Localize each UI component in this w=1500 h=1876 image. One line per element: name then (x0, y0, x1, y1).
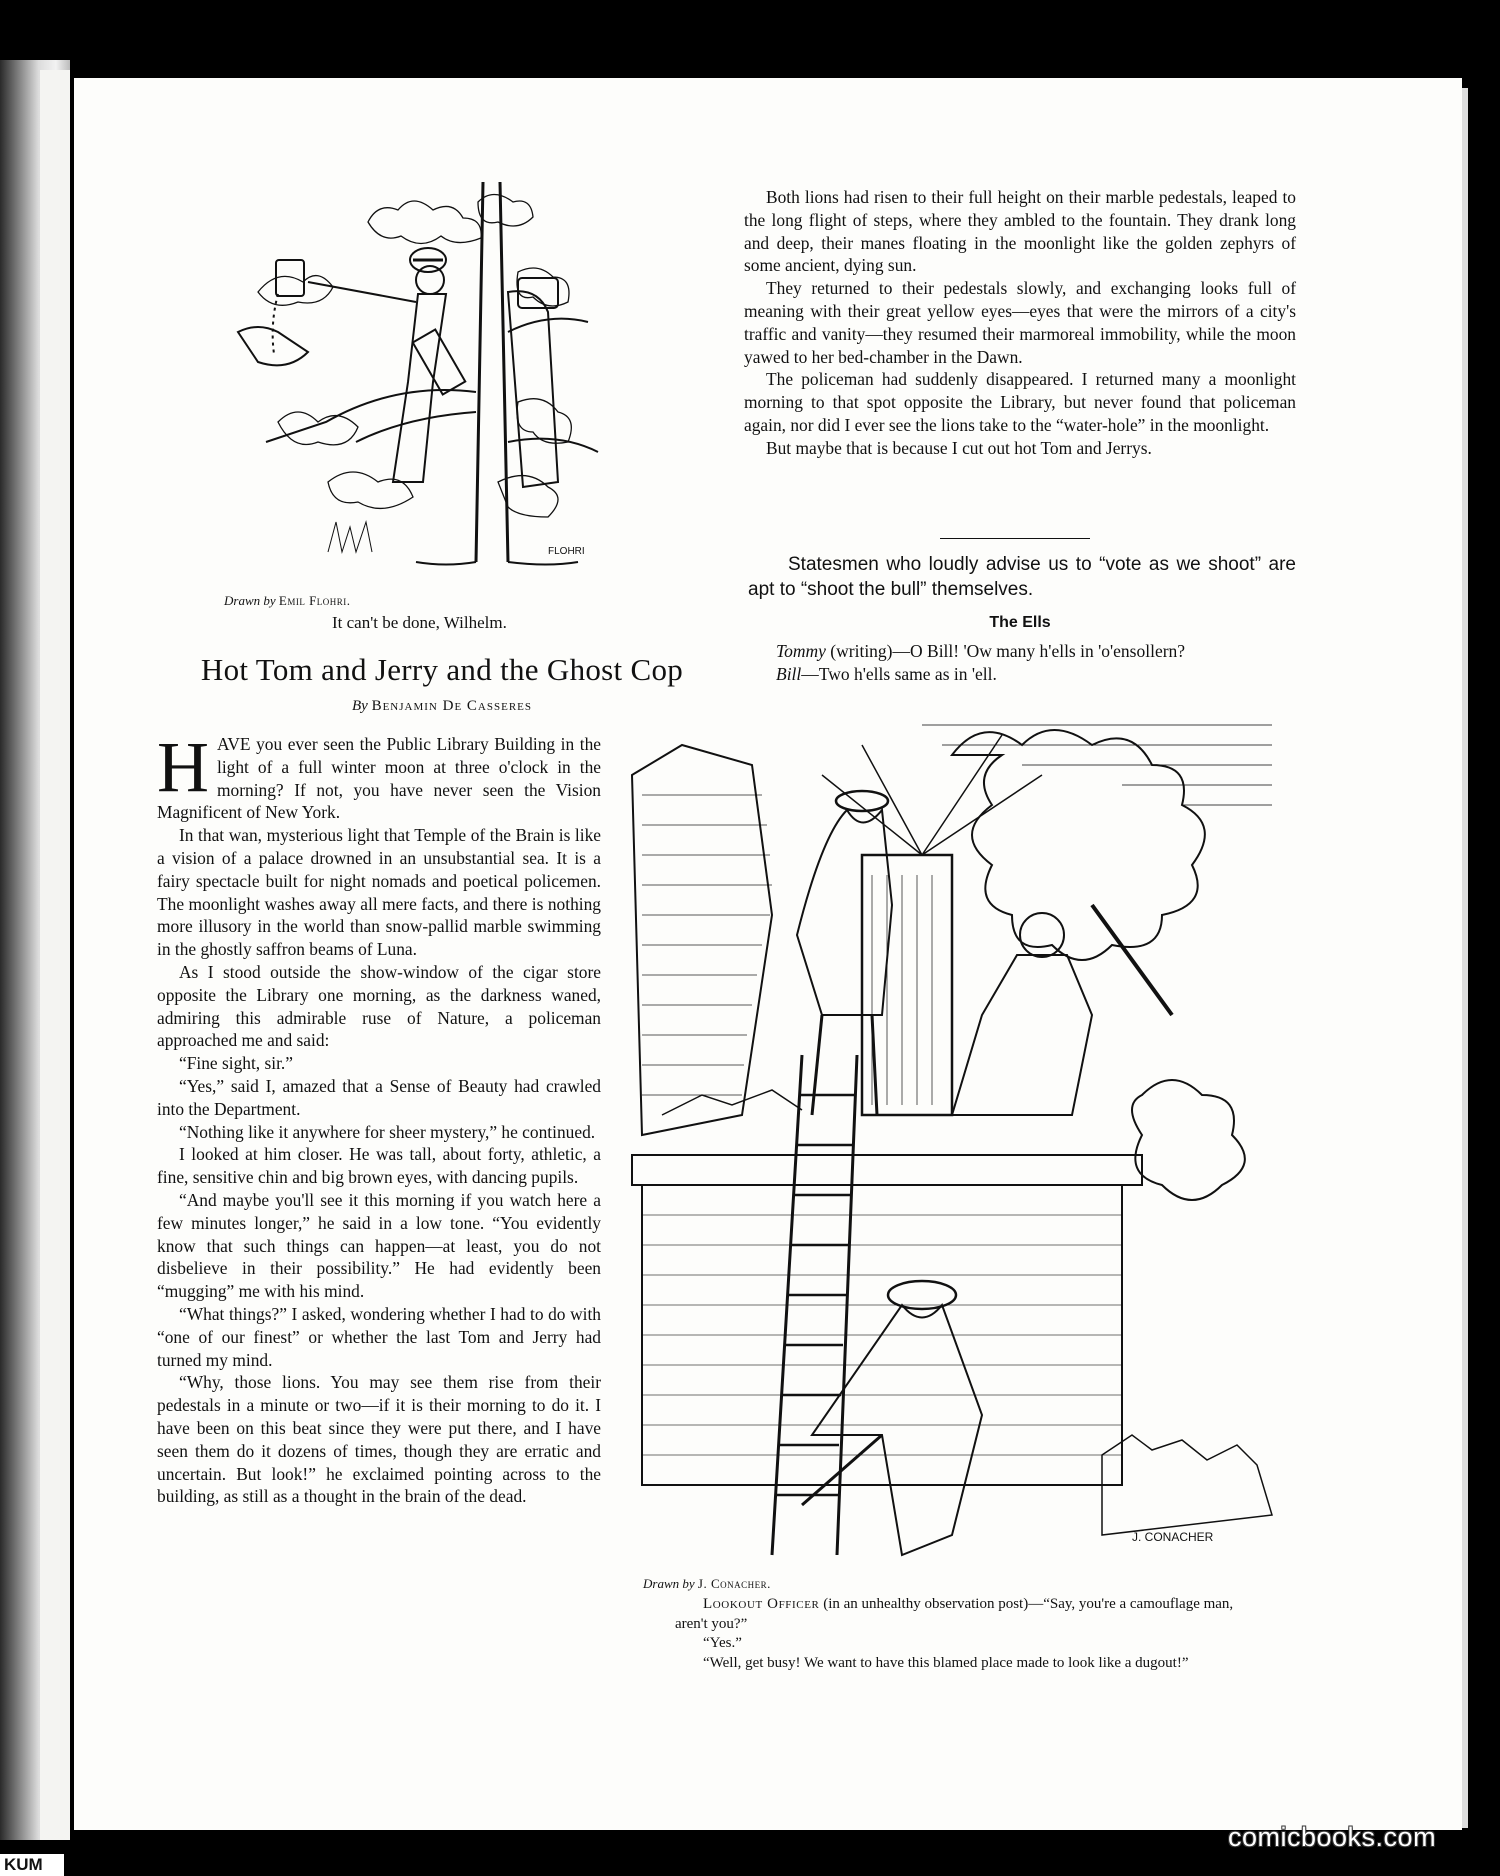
article-byline (162, 698, 722, 715)
ells-line-2-text: —Two h'ells same as in 'ell. (801, 664, 997, 684)
credit-name: Emil Flohri. (278, 593, 351, 608)
ells-line-1 (776, 640, 1306, 663)
caption-line-1 (675, 1595, 1235, 1634)
article-body-left-column (157, 727, 601, 1508)
cartoon2-caption (675, 1595, 1235, 1673)
article-paragraph: “Nothing like it anywhere for sheer mystery,” he continued. (179, 1121, 596, 1142)
article-paragraph: “Fine sight, sir.” (179, 1053, 293, 1074)
caption-line-3: “Well, get busy! We want to have this blamed place made to look like a dugout!” (703, 1654, 1189, 1671)
cartoon-observation-post-illustration (622, 715, 1284, 1570)
speaker-lookout-officer: Lookout Officer (703, 1596, 820, 1612)
cartoon1-credit (224, 593, 474, 609)
article-paragraph: “Why, those lions. You may see them rise from their pedestals in a minute or two—if it is their morning to do it. I have been on this beat since they were put there, and I have seen them do it dozens of times, though they are erratic and uncertain. But look!” he exclaimed pointing across to the building, as still as a thought in the brain of the dead. (157, 1372, 601, 1507)
svg-text:FLOHRI: FLOHRI (548, 546, 585, 557)
svg-text:J. CONACHER: J. CONACHER (1132, 1530, 1214, 1544)
ells-title: The Ells (989, 614, 1051, 631)
article-paragraph: In that wan, mysterious light that Temple of the Brain is like a vision of a palace drowned in an unsubstantial sea. It is a fairy spectacle built for night nomads and poetical policemen. The moonlight washes away all mere facts, and there is nothing more illusory in the world than snow-pallid marble swimming in the ghostly saffron beams of Luna. (157, 825, 601, 960)
credit-prefix: Drawn by (224, 593, 276, 608)
article-paragraph: The policeman had suddenly disappeared. I returned many a moonlight morning to that spot opposite the Library, but never found that policeman again, nor did I ever see the lions take to the “water-hole” in the moonlight. (744, 369, 1296, 435)
facing-page-edge (40, 70, 70, 1840)
speaker-bill: Bill (776, 664, 802, 684)
speaker-tommy: Tommy (776, 641, 826, 661)
credit-name: J. Conacher. (697, 1576, 771, 1591)
article-paragraph (157, 727, 601, 824)
statesmen-joke: Statesmen who loudly advise us to “vote as we shoot” are apt to “shoot the bull” themselves. (748, 554, 1296, 600)
byline-prefix: By (352, 698, 368, 714)
drop-cap: H (157, 727, 209, 807)
page-edge-right (1462, 88, 1468, 1828)
caption-line-2: “Yes.” (703, 1635, 742, 1651)
article-paragraph: They returned to their pedestals slowly, and exchanging looks full of meaning with their great yellow eyes—eyes that were the mirrors of a city's traffic and vanity—they resumed their marmoreal immobility, while the moon yawed to her bed-chamber in the Dawn. (744, 278, 1296, 367)
cartoon1-caption: It can't be done, Wilhelm. (332, 613, 507, 632)
ells-line-1-text: (writing)—O Bill! 'Ow many h'ells in 'o'ensollern? (825, 641, 1186, 661)
article-paragraph: As I stood outside the show-window of the cigar store opposite the Library one morning, as the darkness waned, admiring this admirable ruse of Nature, a policeman approached me and said: (157, 961, 601, 1051)
cartoon-wilhelm-illustration (218, 182, 648, 582)
section-divider (940, 538, 1090, 539)
article-paragraph: I looked at him closer. He was tall, about forty, athletic, a fine, sensitive chin and big brown eyes, with dancing pupils. (157, 1144, 601, 1188)
credit-prefix: Drawn by (643, 1576, 695, 1591)
watermark-logo: comicbooks.com (1228, 1822, 1437, 1852)
article-paragraph: But maybe that is because I cut out hot Tom and Jerrys. (766, 437, 1152, 458)
byline-author: Benjamin De Casseres (371, 698, 532, 714)
article-title: Hot Tom and Jerry and the Ghost Cop (200, 652, 684, 687)
corner-tag: KUM (0, 1854, 64, 1876)
article-paragraph: Both lions had risen to their full height on their marble pedestals, leaped to the long flight of steps, where they ambled to the fountain. They drank long and deep, their manes floating in the moonlight like the golden zephyrs of some ancient, dying sun. (744, 187, 1296, 276)
article-paragraph: “And maybe you'll see it this morning if you watch here a few minutes longer,” he said in a low tone. “You evidently know that such things can happen—at least, you do not disbelieve in their possibility.” He had evidently been “mugging” me with his mind. (157, 1189, 601, 1302)
article-paragraph: “What things?” I asked, wondering whether I had to do with “one of our finest” or whether the last Tom and Jerry had turned my mind. (157, 1303, 601, 1370)
article-body-right-column (744, 186, 1296, 460)
ells-line-2 (776, 663, 1306, 686)
paragraph-text: AVE you ever seen the Public Library Building in the light of a full winter moon at three o'clock in the morning? If not, you have never seen the Vision Magnificent of New York. (157, 734, 601, 823)
caption-line-1-text: (in an unhealthy observation post)—“Say, you're a camouflage man, aren't you?” (675, 1596, 1234, 1632)
ells-dialogue (776, 640, 1306, 686)
article-paragraph: “Yes,” said I, amazed that a Sense of Beauty had crawled into the Department. (157, 1075, 601, 1119)
cartoon2-credit (643, 1576, 943, 1592)
